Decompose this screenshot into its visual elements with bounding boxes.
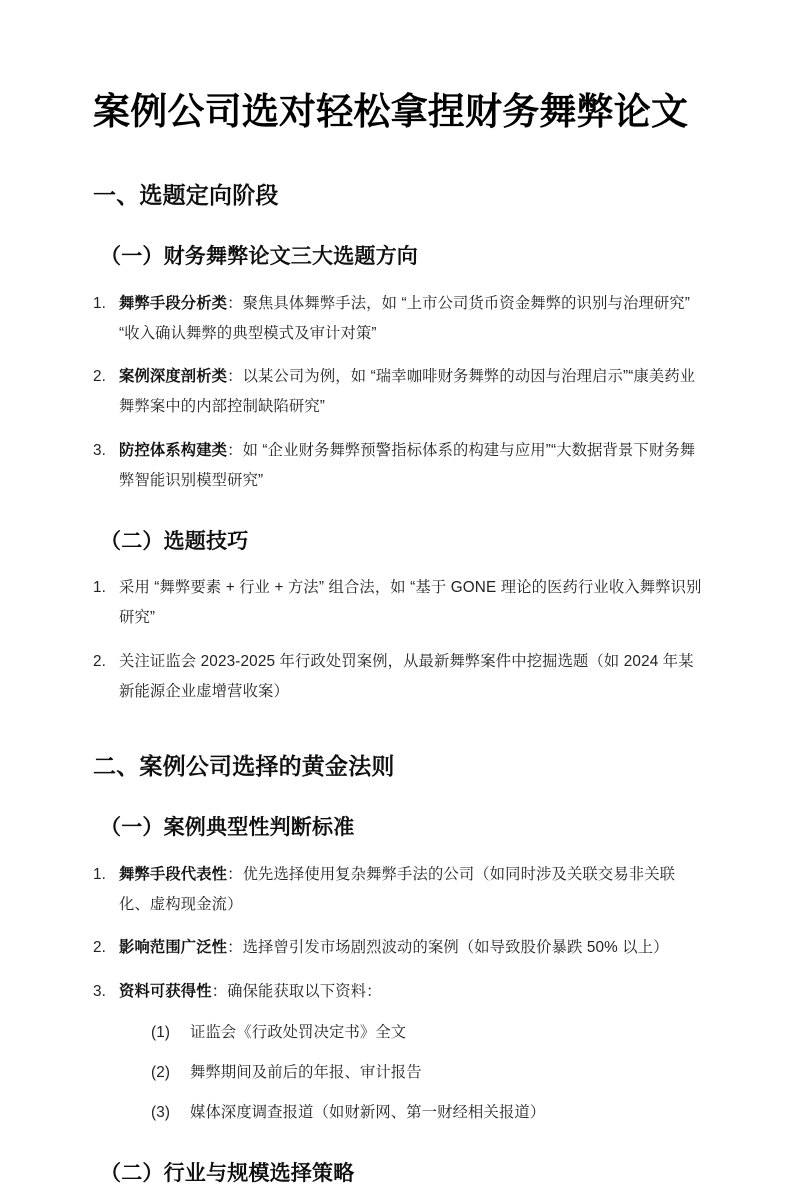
list-item [93, 289, 705, 349]
nested-list [119, 1018, 705, 1127]
list-item-text: 关注证监会 2023-2025 年行政处罚案例，从最新舞弊案件中挖掘选题（如 2024 年某新能源企业虚增营收案） [119, 652, 694, 700]
list-item-text: ：以某公司为例，如 “瑞幸咖啡财务舞弊的动因与治理启示”“康美药业舞弊案中的内部控制缺陷研究” [119, 368, 696, 416]
list-marker: 2. [93, 652, 107, 670]
list-item-text: ：聚焦具体舞弊手法，如 “上市公司货币资金舞弊的识别与治理研究”“收入确认舞弊的典型模式及审计对策” [119, 294, 690, 342]
nested-list-item [119, 1018, 705, 1048]
document-content [93, 0, 705, 1188]
list-item-text: 采用 “舞弊要素 + 行业 + 方法” 组合法，如 “基于 GONE 理论的医药行业收入舞弊识别研究” [119, 579, 702, 626]
section-heading-2: 二、案例公司选择的黄金法则 [93, 753, 395, 780]
list-item [93, 860, 705, 920]
section-heading-1: 一、选题定向阶段 [93, 182, 279, 209]
list-section-1-2 [93, 556, 705, 706]
subsection-heading-1-2: （二）选题技巧 [100, 529, 249, 553]
nested-list-item [119, 1098, 705, 1128]
list-item-lead: 资料可获得性 [119, 983, 212, 1001]
list-item [93, 647, 705, 707]
list-marker: 1. [93, 294, 107, 312]
page-title: 案例公司选对轻松拿捏财务舞弊论文 [93, 91, 689, 132]
list-item-text: ：优先选择使用复杂舞弊手法的公司（如同时涉及关联交易非关联化、虚构现金流） [119, 865, 676, 913]
list-item [93, 933, 705, 963]
list-marker: 3. [93, 442, 107, 460]
list-marker: 1. [93, 865, 107, 883]
list-item-lead: 舞弊手段分析类 [119, 294, 228, 312]
nested-list-text: 舞弊期间及前后的年报、审计报告 [190, 1063, 422, 1081]
list-marker: 3. [93, 983, 107, 1001]
list-marker: 2. [93, 368, 107, 386]
subsection-heading-2-1: （一）案例典型性判断标准 [100, 816, 355, 840]
nested-list-item [119, 1058, 705, 1088]
nested-list-marker: (3) [151, 1103, 171, 1121]
list-item-lead: 防控体系构建类 [119, 442, 228, 460]
list-item-lead: 影响范围广泛性 [119, 939, 228, 957]
list-marker: 2. [93, 939, 107, 957]
nested-list-marker: (1) [151, 1024, 171, 1042]
list-item-text: ：选择曾引发市场剧烈波动的案例（如导致股价暴跌 50% 以上） [227, 939, 669, 957]
subsection-heading-2-2: （二）行业与规模选择策略 [100, 1161, 355, 1185]
list-item-lead: 案例深度剖析类 [119, 368, 228, 386]
list-section-2-1 [93, 843, 705, 1128]
list-section-1-1 [93, 272, 705, 496]
list-item [93, 573, 705, 633]
nested-list-marker: (2) [151, 1063, 171, 1081]
list-item-lead: 舞弊手段代表性 [119, 865, 228, 883]
list-item-text: ：如 “企业财务舞弊预警指标体系的构建与应用”“大数据背景下财务舞弊智能识别模型研究” [119, 442, 696, 489]
nested-list-text: 证监会《行政处罚决定书》全文 [190, 1024, 407, 1042]
list-item [93, 436, 705, 496]
list-item [93, 362, 705, 422]
subsection-heading-1-1: （一）财务舞弊论文三大选题方向 [100, 245, 418, 269]
list-item [93, 977, 705, 1127]
list-item-text: ：确保能获取以下资料： [211, 983, 382, 1001]
nested-list-text: 媒体深度调查报道（如财新网、第一财经相关报道） [190, 1103, 546, 1121]
list-marker: 1. [93, 579, 107, 597]
